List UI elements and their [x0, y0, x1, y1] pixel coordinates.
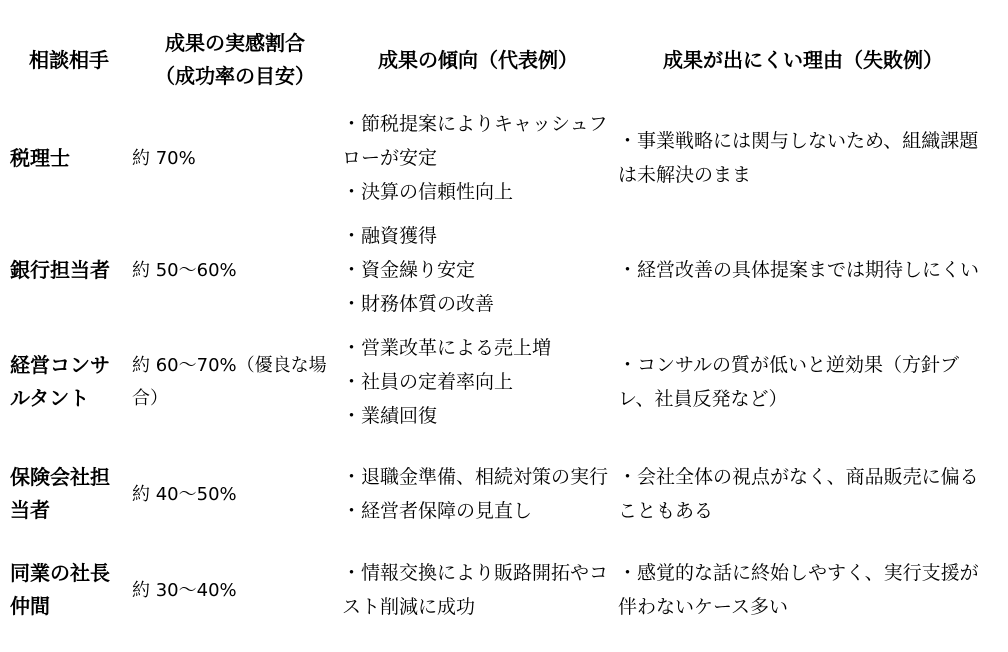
partner-cell: 保険会社担当者 — [10, 465, 110, 522]
table-row — [8, 326, 990, 438]
reason-cell: ・会社全体の視点がなく、商品販売に偏ることもある — [618, 466, 979, 522]
header-partner: 相談相手 — [29, 47, 109, 72]
partner-cell: 同業の社長仲間 — [10, 561, 110, 618]
reason-cell: ・経営改善の具体提案までは期待しにくい — [618, 259, 980, 281]
trend-item: ・退職金準備、相続対策の実行 — [342, 466, 609, 488]
trend-item: ・経営者保障の見直し — [342, 500, 533, 522]
trend-item: ・社員の定着率向上 — [342, 371, 514, 393]
table-body — [8, 102, 990, 630]
table-row — [8, 550, 990, 630]
table-row — [8, 102, 990, 214]
rate-cell: 約 70% — [132, 147, 196, 169]
header-rate — [130, 18, 340, 102]
partner-cell: 経営コンサルタント — [10, 353, 110, 410]
trend-item: ・営業改革による売上増 — [342, 337, 552, 359]
consultation-comparison-table — [8, 18, 990, 630]
table-header — [8, 18, 990, 102]
rate-cell: 約 50〜60% — [132, 259, 237, 281]
trend-cell — [340, 326, 616, 438]
header-row — [8, 18, 990, 102]
trend-item: ・財務体質の改善 — [342, 293, 495, 315]
reason-cell: ・事業戦略には関与しないため、組織課題は未解決のまま — [618, 130, 979, 186]
rate-cell: 約 40〜50% — [132, 483, 237, 505]
table-row — [8, 438, 990, 550]
header-rate-line-2: （成功率の目安） — [155, 64, 315, 88]
trend-cell — [340, 438, 616, 550]
trend-item: ・融資獲得 — [342, 225, 438, 247]
trend-item: ・業績回復 — [342, 405, 438, 427]
trend-cell — [340, 550, 616, 630]
trend-item: ・決算の信頼性向上 — [342, 181, 514, 203]
reason-cell: ・コンサルの質が低いと逆効果（方針ブレ、社員反発など） — [618, 354, 960, 410]
reason-cell: ・感覚的な話に終始しやすく、実行支援が伴わないケース多い — [618, 562, 979, 618]
header-rate-line-1: 成果の実感割合 — [165, 31, 305, 55]
table-row — [8, 214, 990, 326]
rate-cell: 約 60〜70%（優良な場合） — [132, 355, 327, 409]
partner-cell: 銀行担当者 — [10, 257, 110, 282]
header-trend: 成果の傾向（代表例） — [378, 47, 578, 72]
rate-cell: 約 30〜40% — [132, 579, 237, 601]
trend-cell — [340, 102, 616, 214]
trend-item: ・節税提案によりキャッシュフローが安定 — [342, 113, 608, 169]
trend-cell — [340, 214, 616, 326]
header-reason: 成果が出にくい理由（失敗例） — [663, 47, 943, 72]
trend-item: ・資金繰り安定 — [342, 259, 476, 281]
partner-cell: 税理士 — [10, 145, 70, 170]
trend-item: ・情報交換により販路開拓やコスト削減に成功 — [342, 562, 609, 618]
